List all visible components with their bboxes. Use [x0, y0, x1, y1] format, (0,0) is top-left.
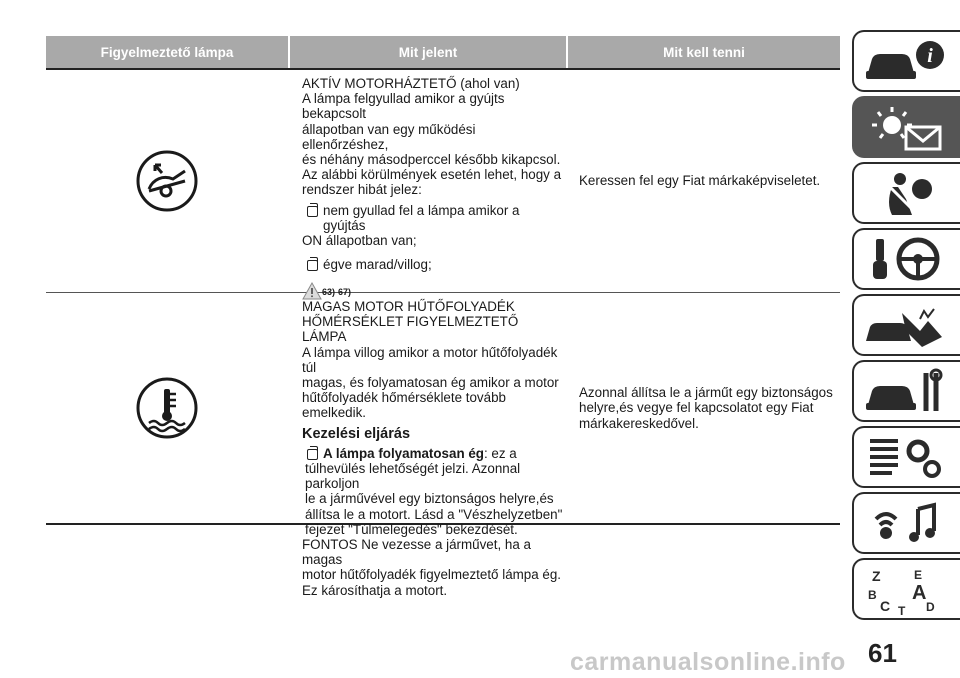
tab-safety[interactable]: [852, 162, 960, 224]
tab-index[interactable]: [852, 558, 960, 620]
meaning-line: és néhány másodperccel később kikapcsol.: [302, 152, 561, 168]
important-line: FONTOS Ne vezesse a járművet, ha a magas: [302, 537, 531, 568]
media-music-icon: [862, 499, 952, 549]
bullet-text: nem gyullad fel a lámpa amikor a gyújtás: [323, 202, 520, 233]
action-line: helyre,és vegye fel kapcsolatot egy Fiat: [579, 400, 814, 416]
table-header: [46, 36, 840, 68]
action-text: Keressen fel egy Fiat márkaképviseletet.: [579, 173, 821, 189]
warning-light-message-icon: [862, 103, 952, 153]
important-line: Ez károsíthatja a motort.: [302, 582, 448, 598]
important-line: motor hűtőfolyadék figyelmeztető lámpa ég.: [302, 567, 562, 583]
meaning-line: hűtőfolyadék hőmérséklete tovább emelkedik.: [302, 390, 506, 421]
meaning-cell: [288, 70, 564, 298]
meaning-title: HŐMÉRSÉKLET FIGYELMEZTETŐ LÁMPA: [302, 314, 519, 345]
meaning-title: AKTÍV MOTORHÁZTETŐ (ahol van): [302, 76, 520, 91]
svg-text:i: i: [927, 45, 933, 67]
car-info-icon: [862, 37, 952, 87]
car-tools-icon: [862, 367, 952, 417]
tab-warning-lights[interactable]: [852, 96, 960, 158]
tab-multimedia[interactable]: [852, 492, 960, 554]
header-action: Mit kell tenni: [566, 36, 840, 68]
table-row: [46, 70, 840, 298]
bullet-icon: [307, 260, 318, 271]
warning-lights-table: [46, 36, 840, 598]
svg-text:Z: Z: [872, 568, 881, 584]
meaning-cell: [288, 293, 564, 598]
tab-technical-data[interactable]: [852, 426, 960, 488]
procedure-line: állítsa le a motort. Lásd a "Vészhelyzetben": [305, 506, 563, 522]
bullet-icon: [307, 449, 318, 460]
procedure-bold: A lámpa folyamatosan ég: [323, 445, 484, 461]
warning-ref: 63): [322, 287, 336, 298]
warning-icon-cell: [46, 70, 288, 292]
bullet-text-cont: ON állapotban van;: [302, 233, 417, 249]
procedure-line: fejezet "Túlmelegedés" bekezdését.: [305, 521, 518, 537]
seatbelt-airbag-icon: [862, 169, 952, 219]
header-warning-light: Figyelmeztető lámpa: [100, 44, 234, 60]
tab-servicing[interactable]: [852, 360, 960, 422]
bullet-text: égve marad/villog;: [323, 257, 432, 273]
engine-coolant-temperature-icon: [135, 376, 199, 440]
meaning-line: rendszer hibát jelez:: [302, 182, 422, 198]
bonnet-active-warning-icon: [135, 149, 199, 213]
tab-emergency[interactable]: [852, 294, 960, 356]
table-row: [46, 293, 840, 598]
meaning-title: MAGAS MOTOR HŰTŐFOLYADÉK: [302, 299, 515, 314]
action-line: Azonnal állítsa le a járműt egy biztonságos: [579, 385, 833, 401]
list-item: [302, 446, 564, 461]
key-steering-icon: [862, 235, 952, 285]
meaning-line: Az alábbi körülmények esetén lehet, hogy a: [302, 167, 562, 183]
svg-text:B: B: [868, 588, 877, 602]
svg-text:D: D: [926, 600, 935, 614]
tab-car-info[interactable]: [852, 30, 960, 92]
meaning-line: A lámpa felgyullad amikor a gyújts bekapcsolt: [302, 91, 505, 122]
alphabet-index-icon: [862, 565, 952, 615]
action-cell: [564, 70, 840, 292]
watermark: carmanualsonline.info: [570, 648, 846, 676]
list-item: [302, 257, 564, 272]
meaning-line: A lámpa villog amikor a motor hűtőfolyadék túl: [302, 344, 558, 375]
action-cell: [564, 293, 840, 523]
action-line: márkakereskedővel.: [579, 415, 699, 431]
header-meaning: Mit jelent: [288, 36, 566, 68]
bullet-icon: [307, 206, 318, 217]
car-accident-icon: [862, 301, 952, 351]
svg-text:C: C: [880, 598, 891, 614]
meaning-line: állapotban van egy működési ellenőrzéshez,: [302, 121, 476, 152]
svg-text:E: E: [914, 568, 923, 582]
specs-gears-icon: [862, 433, 952, 483]
procedure-first: : ez a: [483, 445, 517, 461]
tab-starting-driving[interactable]: [852, 228, 960, 290]
procedure-line: túlhevülés lehetőségét jelzi. Azonnal parkoljon: [305, 461, 521, 492]
meaning-line: magas, és folyamatosan ég amikor a motor: [302, 375, 559, 391]
svg-text:T: T: [898, 604, 906, 615]
page-number: 61: [868, 638, 897, 668]
svg-text:A: A: [912, 582, 927, 604]
list-item: [302, 203, 564, 233]
warning-ref: 67): [338, 287, 352, 298]
warning-icon-cell: [46, 293, 288, 523]
chapter-tabs: [852, 30, 960, 624]
procedure-line: le a járművével egy biztonságos helyre,és: [305, 491, 554, 507]
procedure-heading: Kezelési eljárás: [302, 425, 411, 442]
